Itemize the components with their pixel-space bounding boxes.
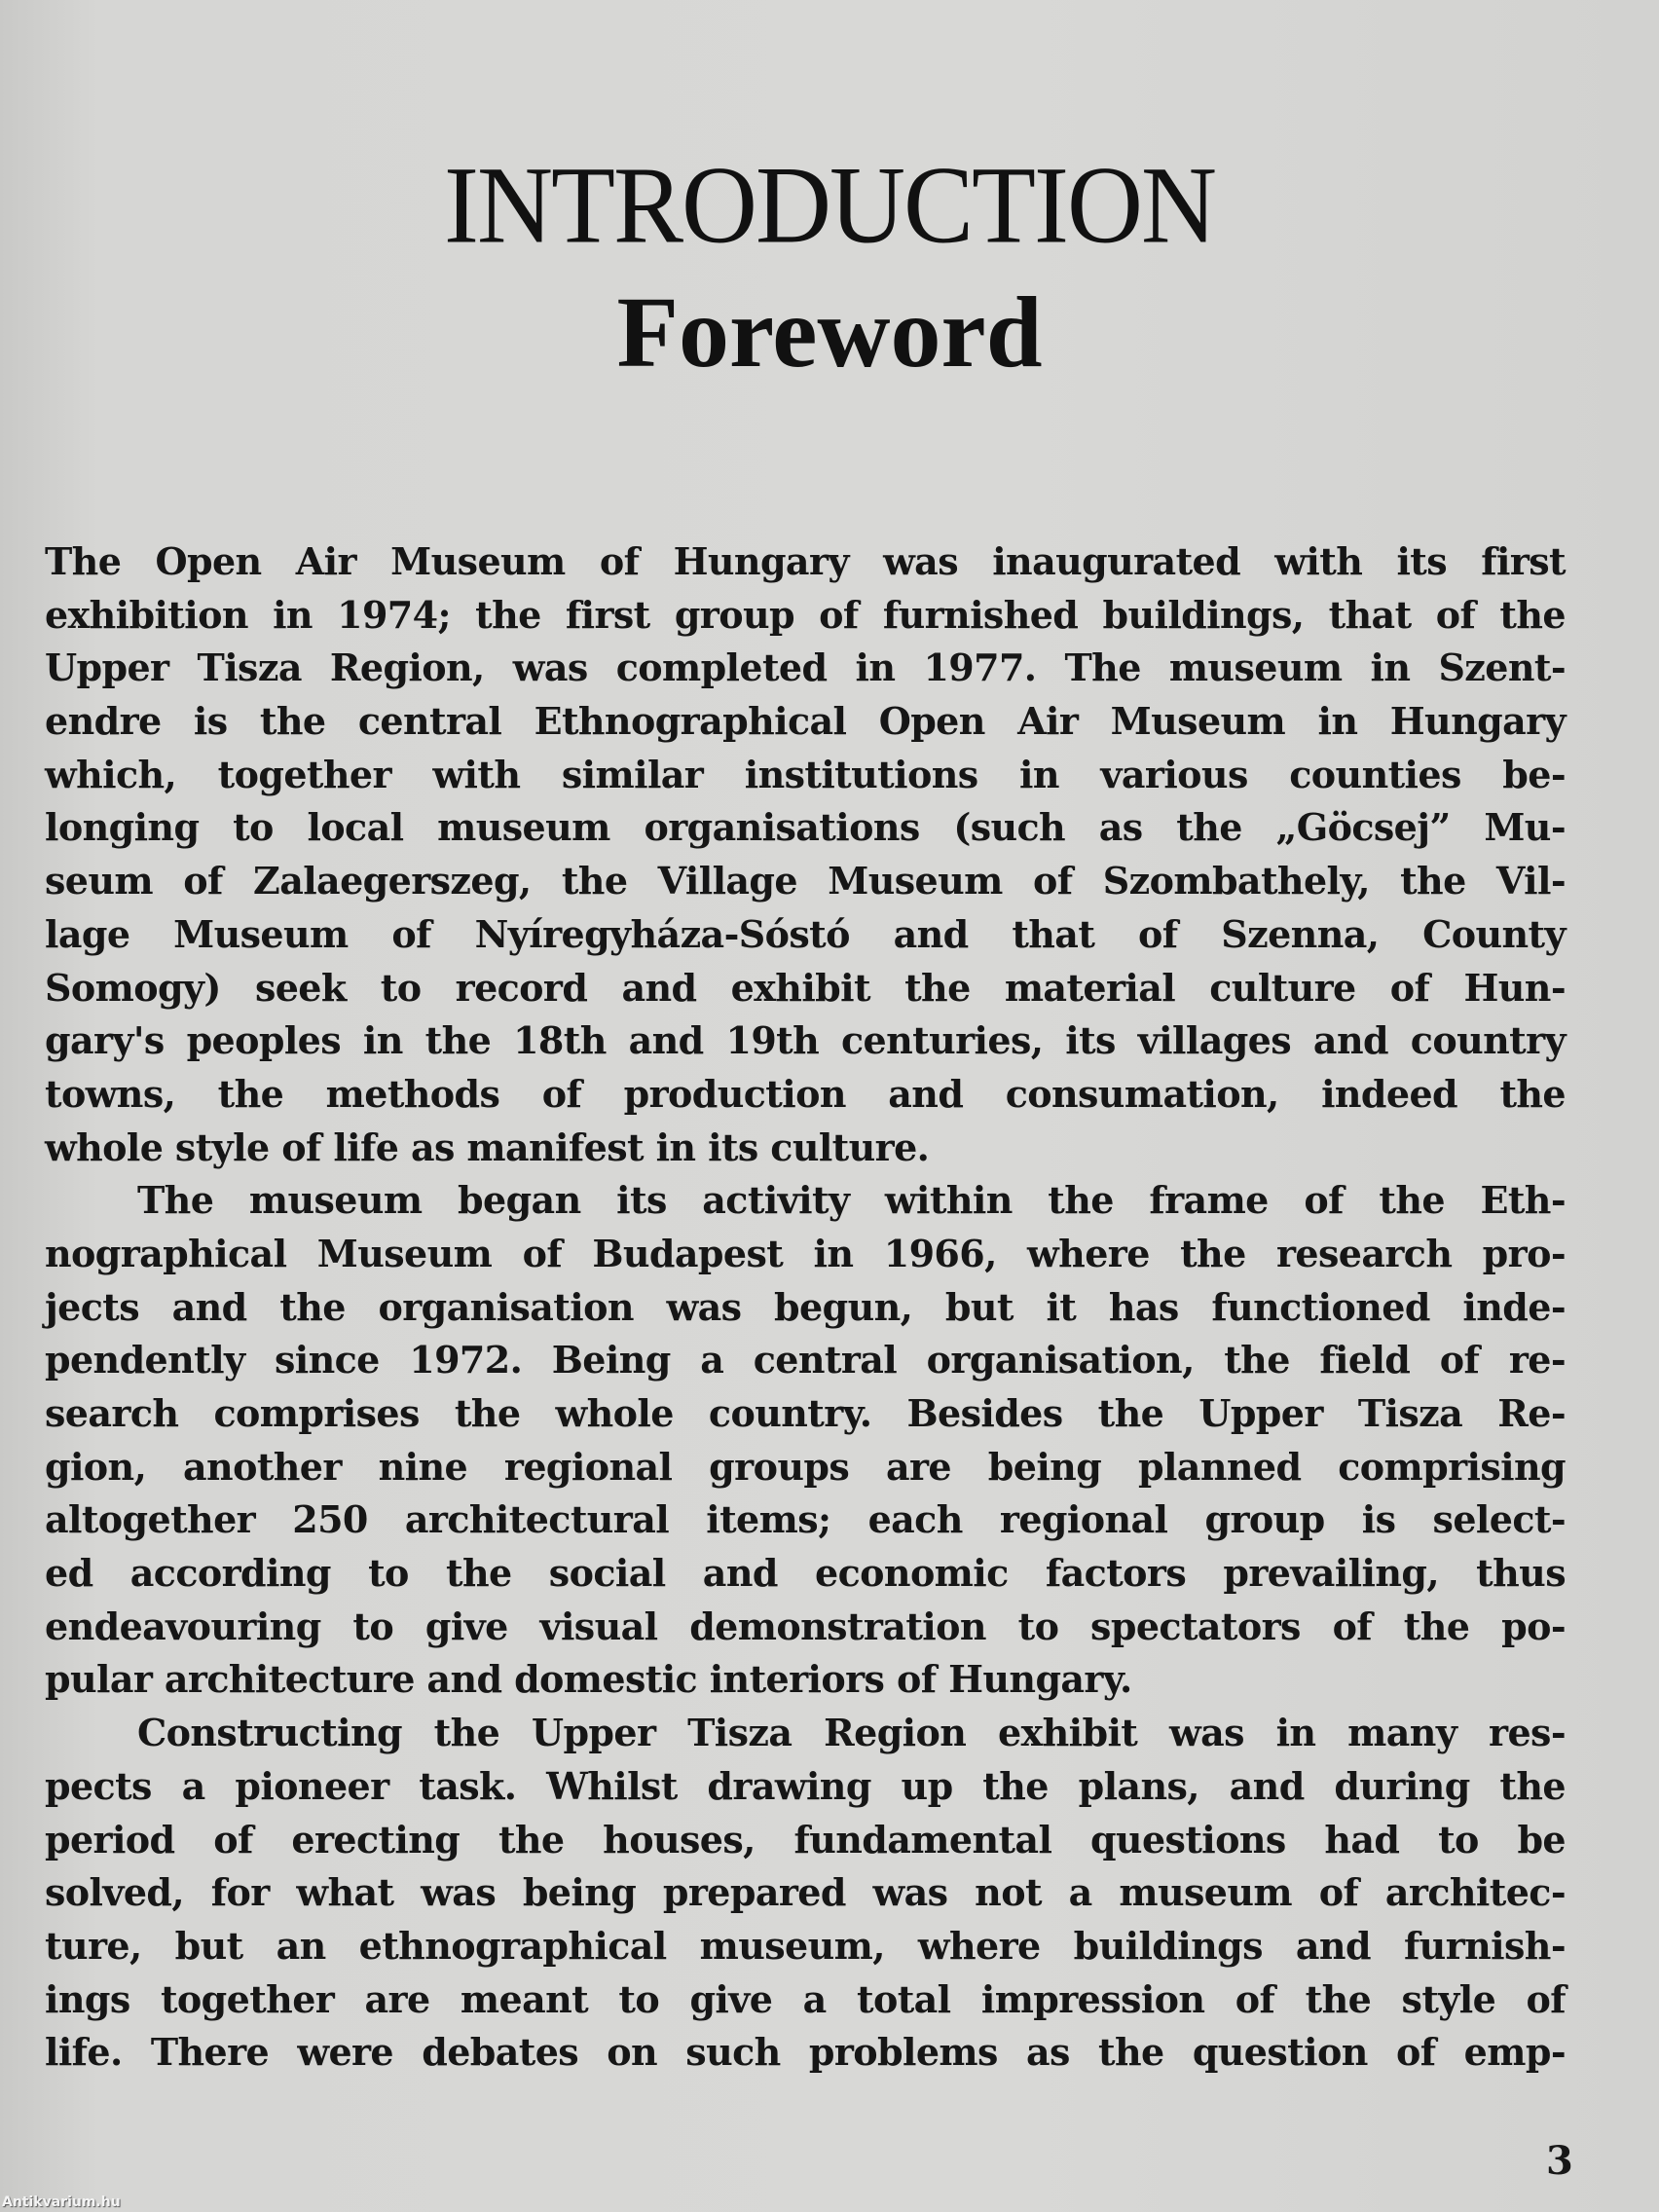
text-line: life. There were debates on such problems as the question of emp- — [45, 2030, 1566, 2075]
text-line: lage Museum of Nyíregyháza-Sóstó and that of Szenna, County — [45, 911, 1566, 956]
text-line: seum of Zalaegerszeg, the Village Museum of Szombathely, the Vil- — [45, 859, 1566, 903]
page-subheading: Foreword — [616, 276, 1043, 388]
text-line: Constructing the Upper Tisza Region exhibit was in many res- — [137, 1711, 1566, 1755]
text-line: period of erecting the houses, fundamental questions had to be — [45, 1817, 1566, 1862]
page-heading: INTRODUCTION — [444, 145, 1215, 267]
text-line: longing to local museum organisations (such as the „Göcsej” Mu- — [45, 805, 1566, 850]
text-line: Somogy) seek to record and exhibit the material culture of Hun- — [45, 965, 1566, 1010]
paragraph — [45, 535, 1566, 1174]
text-line: pendently since 1972. Being a central organisation, the field of re- — [45, 1338, 1566, 1382]
text-line: whole style of life as manifest in its culture. — [45, 1124, 930, 1169]
text-line: endre is the central Ethnographical Open Air Museum in Hungary — [45, 699, 1566, 744]
text-line: exhibition in 1974; the first group of furnished buildings, that of the — [45, 592, 1566, 637]
text-line: solved, for what was being prepared was not a museum of architec- — [45, 1870, 1566, 1915]
text-line: which, together with similar institutions in various counties be- — [45, 752, 1566, 796]
body-text — [45, 535, 1566, 2080]
text-line: nographical Museum of Budapest in 1966, where the research pro- — [45, 1231, 1566, 1275]
watermark: Antikvarium.hu — [2, 2194, 121, 2210]
text-line: ture, but an ethnographical museum, where buildings and furnish- — [45, 1923, 1566, 1968]
paragraph — [45, 1174, 1566, 1707]
text-line: The Open Air Museum of Hungary was inaugurated with its first — [45, 539, 1566, 583]
text-line: search comprises the whole country. Besides the Upper Tisza Re- — [45, 1391, 1566, 1435]
text-line: Upper Tisza Region, was completed in 1977. The museum in Szent- — [45, 645, 1566, 690]
text-line: endeavouring to give visual demonstration to spectators of the po- — [45, 1604, 1566, 1648]
text-line: gion, another nine regional groups are being planned comprising — [45, 1444, 1566, 1489]
text-line: pects a pioneer task. Whilst drawing up the plans, and during the — [45, 1763, 1566, 1808]
text-line: pular architecture and domestic interiors of Hungary. — [45, 1657, 1132, 1702]
text-line: altogether 250 architectural items; each regional group is select- — [45, 1497, 1566, 1542]
text-line: jects and the organisation was begun, but it has functioned inde- — [45, 1284, 1566, 1329]
text-line: towns, the methods of production and consumation, indeed the — [45, 1071, 1566, 1116]
text-line: ings together are meant to give a total impression of the style of — [45, 1976, 1566, 2021]
page-number: 3 — [1546, 2138, 1573, 2184]
text-line: gary's peoples in the 18th and 19th centuries, its villages and country — [45, 1018, 1566, 1063]
text-line: ed according to the social and economic factors prevailing, thus — [45, 1551, 1566, 1596]
paragraph — [45, 1707, 1566, 2080]
text-line: The museum began its activity within the frame of the Eth- — [137, 1178, 1566, 1223]
